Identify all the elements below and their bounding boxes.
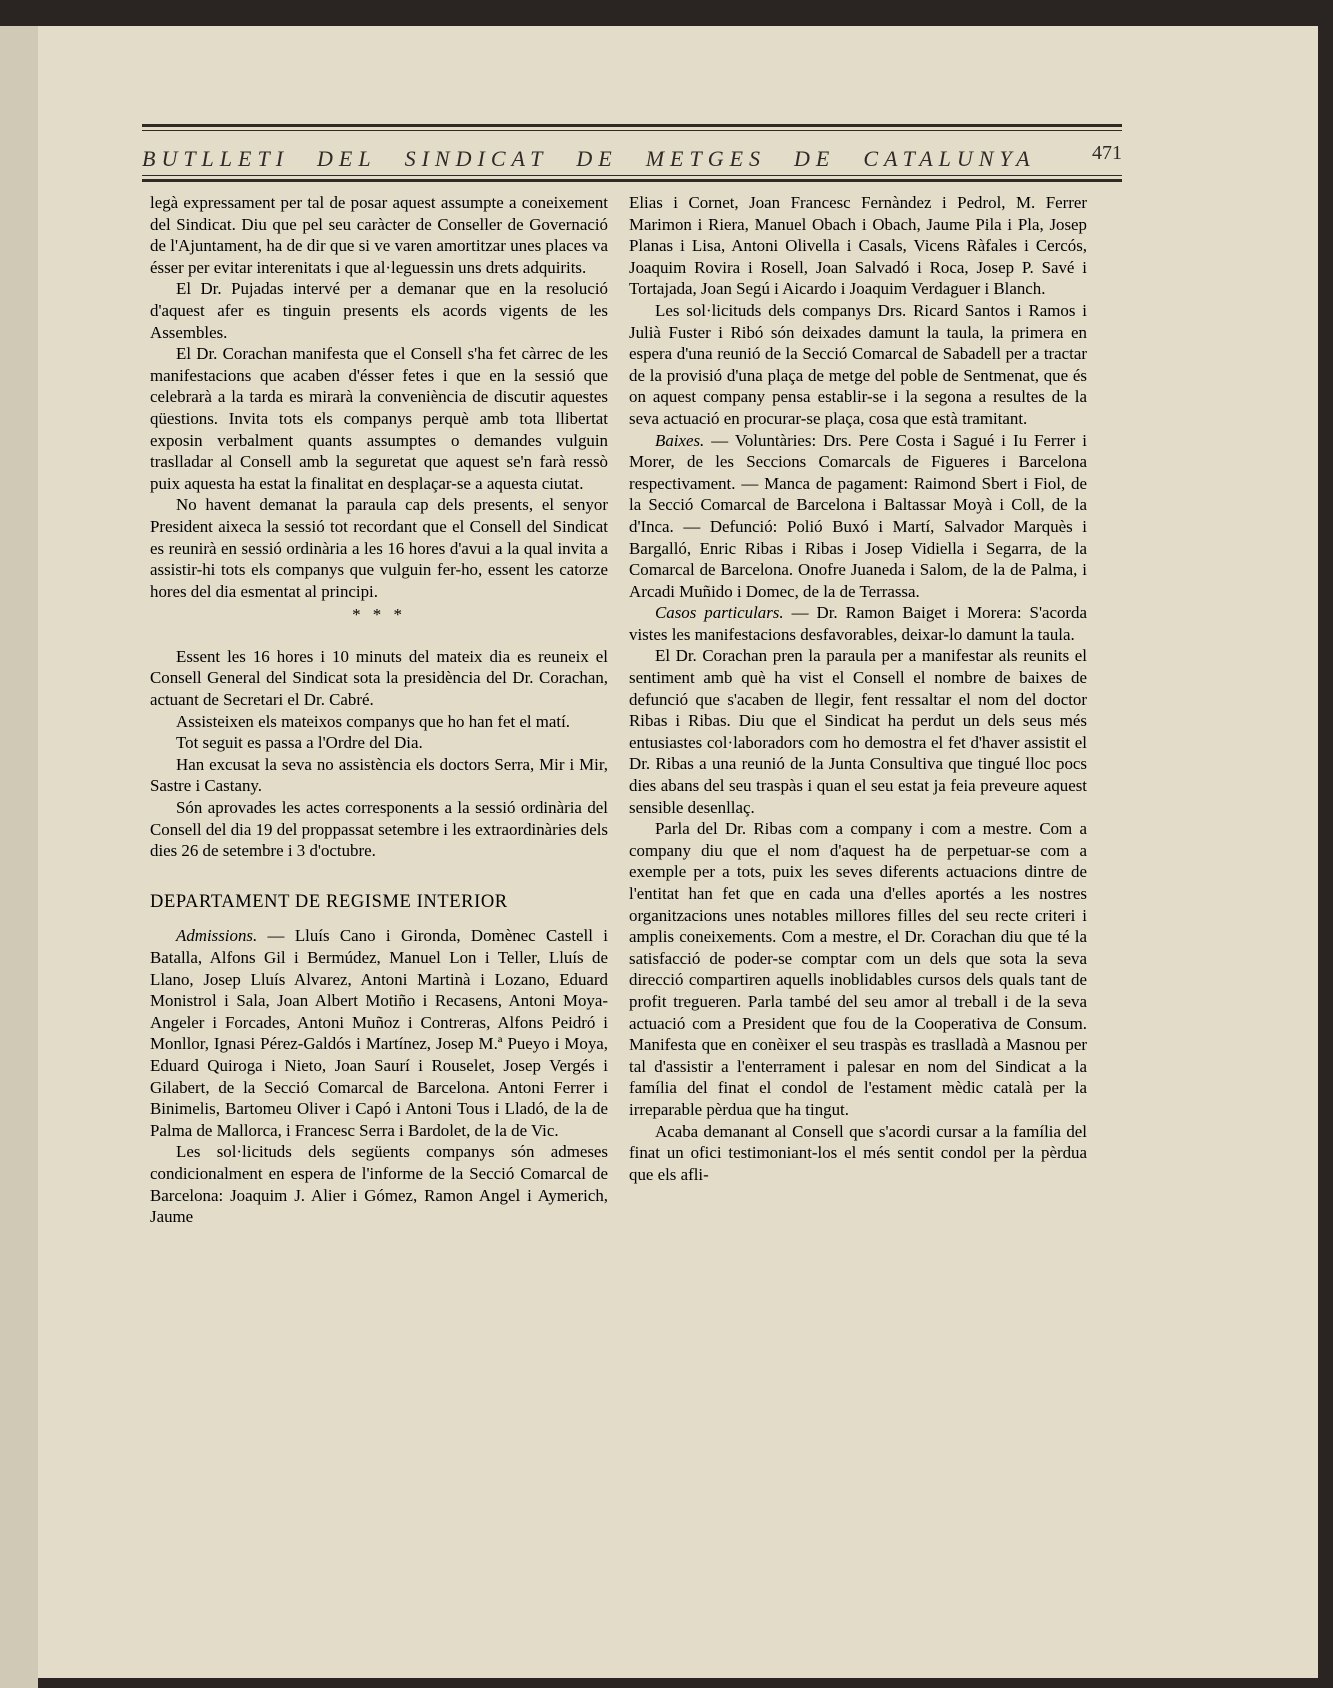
header-word: METGES: [645, 146, 767, 171]
paragraph: El Dr. Corachan pren la paraula per a manifestar als reunits el sentiment amb què ha vist el Consell el nombre de baixes de defunció que s'acaben de llegir, fent ressaltar el nom del doctor Ribas i Ribas. Diu que el Sindicat ha perdut un dels seus més entusiastes col·laboradors com ho demostra el fet d'haver assistit el Dr. Ribas a una reunió de la Junta Consultiva que tingué lloc pocs dies abans del seu traspàs i quan el seu estat ja feia preveure aquest sensible desenllaç.: [629, 646, 1087, 817]
paragraph: Assisteixen els mateixos companys que ho han fet el matí.: [176, 711, 571, 731]
header-word: DEL: [317, 146, 377, 171]
header-rule-bottom-thick: [142, 179, 1122, 182]
header-word: DE: [794, 146, 836, 171]
right-column: [629, 192, 1087, 1185]
spacer: [150, 628, 608, 646]
section-separator: * * *: [352, 605, 406, 625]
paragraph-admissions: [150, 925, 608, 1141]
header-word: SINDICAT: [404, 146, 549, 171]
paragraph-text: — Lluís Cano i Gironda, Domènec Castell i Batalla, Alfons Gil i Bermúdez, Manuel Lon i Teller, Lluís de Llano, Josep Lluís Alvarez, Antoni Martinà i Lozano, Eduard Monistrol i Sala, Joan Albert Motiño i Recasens, Antoni Moya-Angeler i Forcades, Antoni Muñoz i Contreras, Alfons Peidró i Monllor, Ignasi Pérez-Galdós i Martínez, Josep M.ª Pueyo i Moya, Eduard Quiroga i Nieto, Joan Saurí i Rouselet, Josep Vergés i Gilabert, de la Secció Comarcal de Barcelona. Antoni Ferrer i Binimelis, Bartomeu Oliver i Capó i Antoni Tous i Lladó, de la de Palma de Mallorca, i Francesc Serra i Bardolet, de la de Vic.: [150, 926, 608, 1140]
run-in-heading: Admissions.: [176, 926, 258, 946]
paragraph: Són aprovades les actes corresponents a la sessió ordinària del Consell del dia 19 del proppassat setembre i les extraordinàries dels dies 26 de setembre i 3 d'octubre.: [150, 798, 608, 861]
paragraph: Essent les 16 hores i 10 minuts del mateix dia es reuneix el Consell General del Sindicat sota la presidència del Dr. Corachan, actuant de Secretari el Dr. Cabré.: [150, 646, 608, 710]
left-column: [150, 192, 608, 1228]
run-in-heading: Casos particulars.: [655, 603, 784, 623]
paragraph-text: — Voluntàries: Drs. Pere Costa i Sagué i Iu Ferrer i Morer, de les Seccions Comarcals de Figueres i Barcelona respectivament. — Manca de pagament: Raimond Sbert i Fiol, de la Secció Comarcal de Barcelona i Baltassar Moyà i Coll, de la d'Inca. — Defunció: Polió Buxó i Martí, Salvador Marquès i Bargalló, Enric Ribas i Ribas i Josep Vidiella i Segarra, de la Comarcal de Barcelona. Onofre Juaneda i Salom, de la de Palma, i Arcadi Muñido i Domec, de la de Terrassa.: [629, 430, 1087, 601]
header-rule-top: [142, 124, 1122, 127]
paragraph: No havent demanat la paraula cap dels presents, el senyor President aixeca la sessió tot recordant que el Consell del Sindicat es reunirà en sessió ordinària a les 16 hores d'avui a la qual invita a assistir-hi tots els companys que vulguin fer-ho, essent les catorze hores del dia esmentat al principi.: [150, 495, 608, 601]
header-rule-bottom: [142, 175, 1122, 176]
run-in-heading: Baixes.: [655, 430, 705, 450]
paragraph: legà expressament per tal de posar aquest assumpte a coneixement del Sindicat. Diu que pel seu caràcter de Conseller de Governació de l'Ajuntament, ha de dir que si ve varen amortitzar unes places va ésser per evitar interenitats i que al·leguessin uns drets adquirits.: [150, 193, 608, 277]
paragraph-baixes: [629, 430, 1087, 603]
paragraph: Parla del Dr. Ribas com a company i com a mestre. Com a company diu que el nom d'aquest ha de perpetuar-se com a exemple per a tots, puix les seves diferents actuacions dintre de l'entitat han fet que en cada una d'elles aportés a les nostres organitzacions unes notables millores filles del seu recte criteri i amplis coneixements. Com a mestre, el Dr. Corachan diu que té la satisfacció de poder-se comptar com un dels que sota la seva direcció compartiren aquells inoblidables cursos dels quals tant de profit tregueren. Parla també del seu amor al treball i de la seva actuació com a President que fou de la Cooperativa de Consum. Manifesta que en conèixer el seu traspàs es traslladà a Masnou per tal d'assistir a l'enterrament i palesar en nom del Sindicat a la família del finat el condol de l'estament mèdic català per la irreparable pèrdua que ha tingut.: [629, 819, 1087, 1119]
page-number: 471: [1092, 142, 1122, 164]
paragraph: Les sol·licituds dels següents companys són admeses condicionalment en espera de l'informe de la Secció Comarcal de Barcelona: Joaquim J. Alier i Gómez, Ramon Angel i Aymerich, Jaume: [150, 1142, 608, 1227]
journal-title: [142, 146, 1064, 172]
paragraph: Han excusat la seva no assistència els doctors Serra, Mir i Mir, Sastre i Castany.: [150, 754, 608, 796]
header-word: CATALUNYA: [863, 146, 1036, 171]
running-header: [142, 142, 1122, 170]
paragraph: Les sol·licituds dels companys Drs. Ricard Santos i Ramos i Julià Fuster i Ribó són deixades damunt la taula, la primera en espera d'una reunió de la Secció Comarcal de Sabadell per a tractar de la provisió d'una plaça de metge del poble de Sentmenat, que és on aquest company pensa establir-se i la segona a resultes de la seva actuació en procurar-se plaça, cosa que està tramitant.: [629, 300, 1087, 428]
paragraph-casos: [629, 602, 1087, 645]
header-word: BUTLLETI: [142, 146, 290, 171]
paragraph: Tot seguit es passa a l'Ordre del Dia.: [176, 733, 423, 753]
paragraph: Acaba demanant al Consell que s'acordi cursar a la família del finat un ofici testimoniant-los el més sentit condol per la pèrdua que els afli-: [629, 1121, 1087, 1184]
paragraph-text: — Dr. Ramon Baiget i Morera: S'acorda vistes les manifestacions desfavorables, deixar-lo damunt la taula.: [629, 603, 1088, 644]
section-heading: DEPARTAMENT DE REGISME INTERIOR: [150, 891, 508, 912]
header-rule-top-thin: [142, 130, 1122, 131]
paragraph: El Dr. Pujadas intervé per a demanar que en la resolució d'aquest afer es tinguin presents els acords vigents de les Assembles.: [150, 279, 608, 342]
paragraph: El Dr. Corachan manifesta que el Consell s'ha fet càrrec de les manifestacions que acaben d'ésser fetes i que en la sessió que celebrarà a la tarda es mirarà la conveniència de discutir aquestes qüestions. Invita tots els companys perquè amb tota llibertat exposin verbalment quants assumptes o demandes vulguin traslladar al Consell amb la seguretat que aquest se'n farà ressò puix aquesta ha estat la finalitat en desplaçar-se a aquesta ciutat.: [150, 344, 608, 493]
header-word: DE: [576, 146, 618, 171]
paragraph: Elias i Cornet, Joan Francesc Fernàndez i Pedrol, M. Ferrer Marimon i Riera, Manuel Obach i Obach, Jaume Pila i Pla, Josep Planas i Lisa, Antoni Olivella i Casals, Vicens Ràfales i Cercós, Joaquim Rovira i Rosell, Joan Salvadó i Roca, Josep P. Savé i Tortajada, Joan Segú i Aicardo i Joaquim Verdaguer i Blanch.: [629, 193, 1087, 299]
adjacent-page-edge: [0, 26, 38, 1688]
